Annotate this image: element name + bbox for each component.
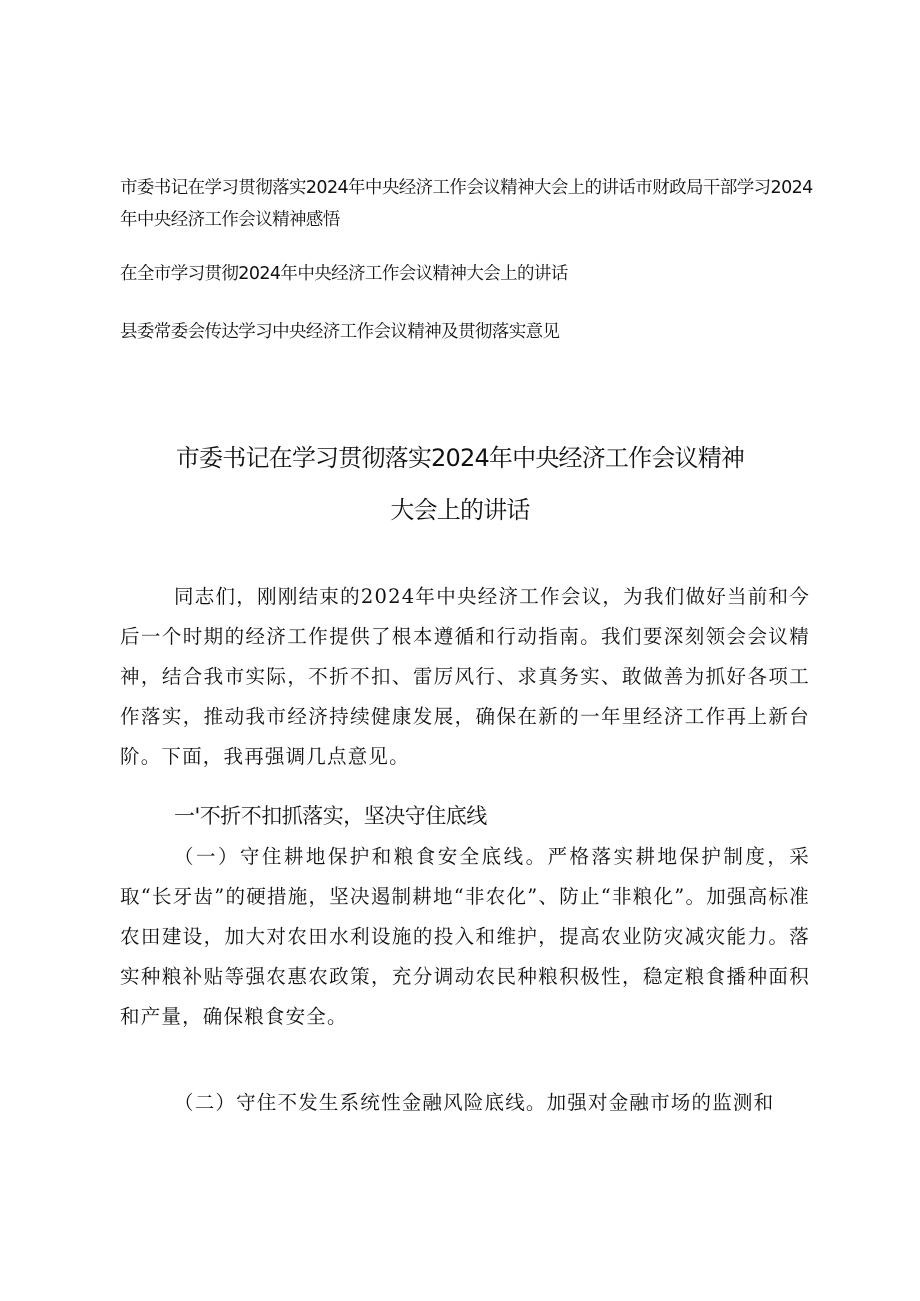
article-title-line2: 大会上的讲话	[390, 496, 530, 524]
article-title-line1: 市委书记在学习贯彻落实2024年中央经济工作会议精神	[175, 444, 745, 472]
section-heading-1: 一'不折不扣抓落实，坚决守住底线	[174, 804, 487, 828]
toc-item-2[interactable]: 在全市学习贯彻2024年中央经济工作会议精神大会上的讲话	[120, 264, 568, 284]
paragraph-2: （二）守住不发生系统性金融风险底线。加强对金融市场的监测和	[174, 1091, 775, 1114]
paragraph-1: （一）守住耕地保护和粮食安全底线。严格落实耕地保护制度，采取“长牙齿”的硬措施，坚决遏制耕地“非农化”、防止“非粮化”。加强高标准农田建设，加大对农田水利设施的投入和维护，提高农业防灾减灾能力。落实种粮补贴等强农惠农政策，充分调动农民种粮积极性，稳定粮食播种面积和产量，确保粮食安全。	[120, 845, 810, 1028]
article-title	[110, 432, 810, 536]
toc-item-3[interactable]: 县委常委会传达学习中央经济工作会议精神及贯彻落实意见	[120, 322, 560, 342]
toc-item-1[interactable]: 市委书记在学习贯彻落实2024年中央经济工作会议精神大会上的讲话市财政局干部学习2024年中央经济工作会议精神感悟	[120, 178, 813, 230]
intro-paragraph: 同志们，刚刚结束的2024年中央经济工作会议，为我们做好当前和今后一个时期的经济工作提供了根本遵循和行动指南。我们要深刻领会会议精神，结合我市实际，不折不扣、雷厉风行、求真务实、敢做善为抓好各项工作落实，推动我市经济持续健康发展，确保在新的一年里经济工作再上新台阶。下面，我再强调几点意见。	[120, 585, 810, 768]
